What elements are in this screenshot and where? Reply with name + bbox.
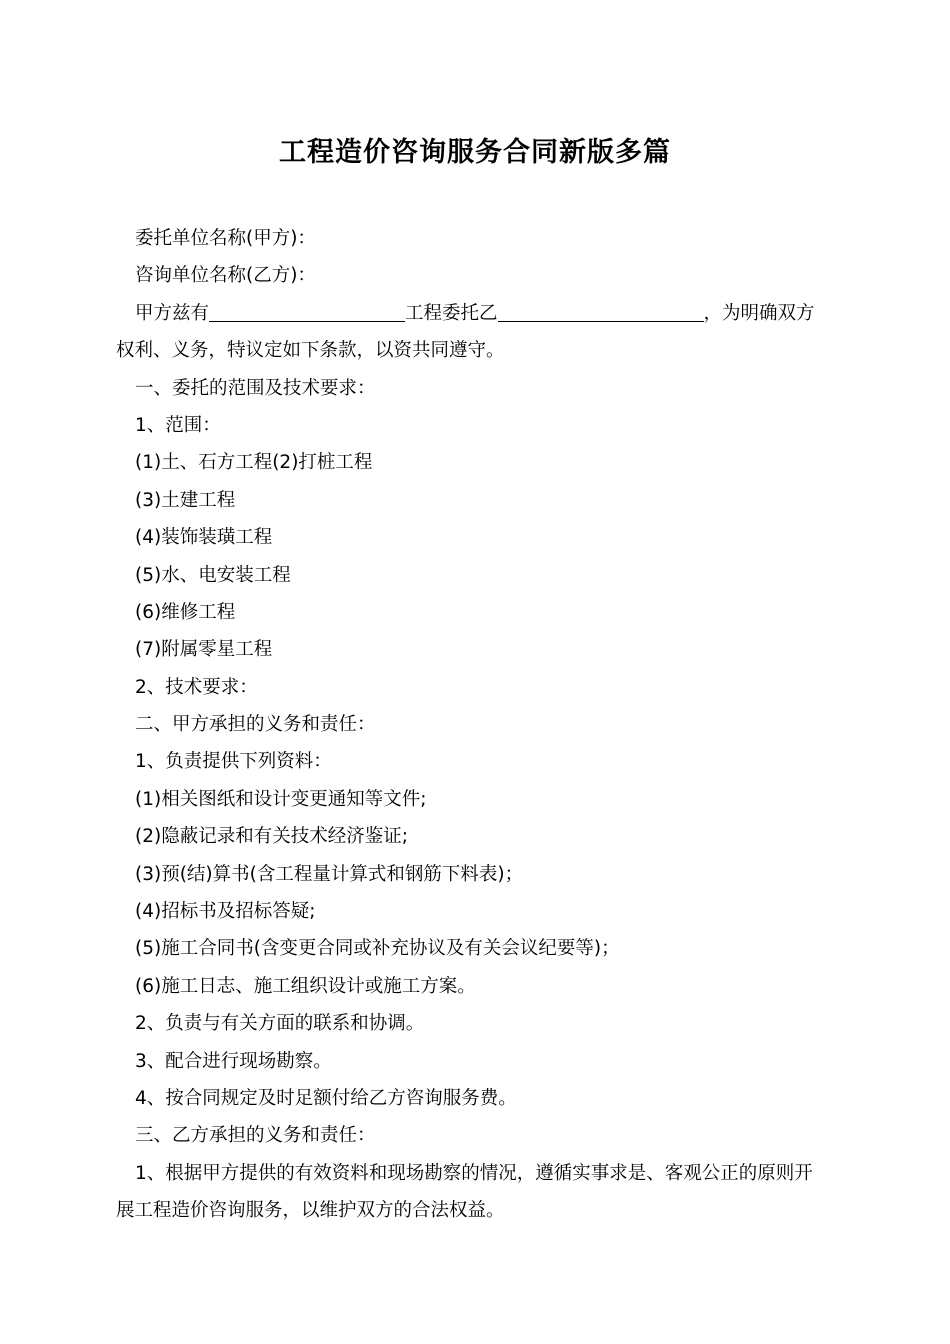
clause-line: 3、配合进行现场勘察。: [135, 1050, 332, 1072]
clause-line: (4)装饰装璜工程: [135, 527, 273, 549]
intro-text-2: 工程委托乙: [405, 302, 498, 324]
clause-line: (6)维修工程: [135, 601, 236, 623]
intro-line-2: 权利、义务，特议定如下条款，以资共同遵守。: [116, 340, 505, 362]
clause-line: (2)隐蔽记录和有关技术经济鉴证;: [135, 826, 408, 848]
clause-line: 二、甲方承担的义务和责任：: [135, 714, 376, 736]
clause-line: 2、负责与有关方面的联系和协调。: [135, 1013, 425, 1035]
consultant-name-blank: [498, 301, 704, 322]
clause-line: (5)施工合同书(含变更合同或补充协议及有关会议纪要等)；: [135, 938, 620, 960]
clause-line: (5)水、电安装工程: [135, 564, 291, 586]
document-title: 工程造价咨询服务合同新版多篇: [279, 137, 671, 168]
intro-text-3: ，为明确双方: [703, 302, 815, 324]
clause-line: (4)招标书及招标答疑;: [135, 901, 316, 923]
clause-line: (1)土、石方工程(2)打桩工程: [135, 452, 373, 474]
client-label: 委托单位名称(甲方)：: [135, 228, 316, 249]
consultant-label: 咨询单位名称(乙方)：: [135, 265, 316, 287]
clause-line: (1)相关图纸和设计变更通知等文件;: [135, 788, 427, 810]
project-name-blank: [209, 301, 405, 322]
clause-line: (6)施工日志、施工组织设计或施工方案。: [135, 975, 476, 997]
intro-text-1: 甲方兹有: [135, 302, 210, 324]
clause-line: (3)土建工程: [135, 489, 236, 511]
clause-line: 三、乙方承担的义务和责任：: [135, 1125, 376, 1147]
intro-line-1: [116, 295, 840, 332]
closing-line-2: 展工程造价咨询服务，以维护双方的合法权益。: [116, 1200, 505, 1222]
clause-line: 一、委托的范围及技术要求：: [135, 377, 376, 399]
clause-line: (7)附属零星工程: [135, 639, 273, 661]
closing-line-1: 1、根据甲方提供的有效资料和现场勘察的情况，遵循实事求是、客观公正的原则开: [135, 1162, 813, 1184]
clause-line: 4、按合同规定及时足额付给乙方咨询服务费。: [135, 1087, 517, 1109]
clause-line: (3)预(结)算书(含工程量计算式和钢筋下料表)；: [135, 863, 524, 885]
clause-line: 1、范围：: [135, 414, 221, 436]
document-body: [116, 220, 840, 1230]
clause-line: 1、负责提供下列资料：: [135, 751, 332, 773]
clause-line: 2、技术要求：: [135, 676, 258, 698]
